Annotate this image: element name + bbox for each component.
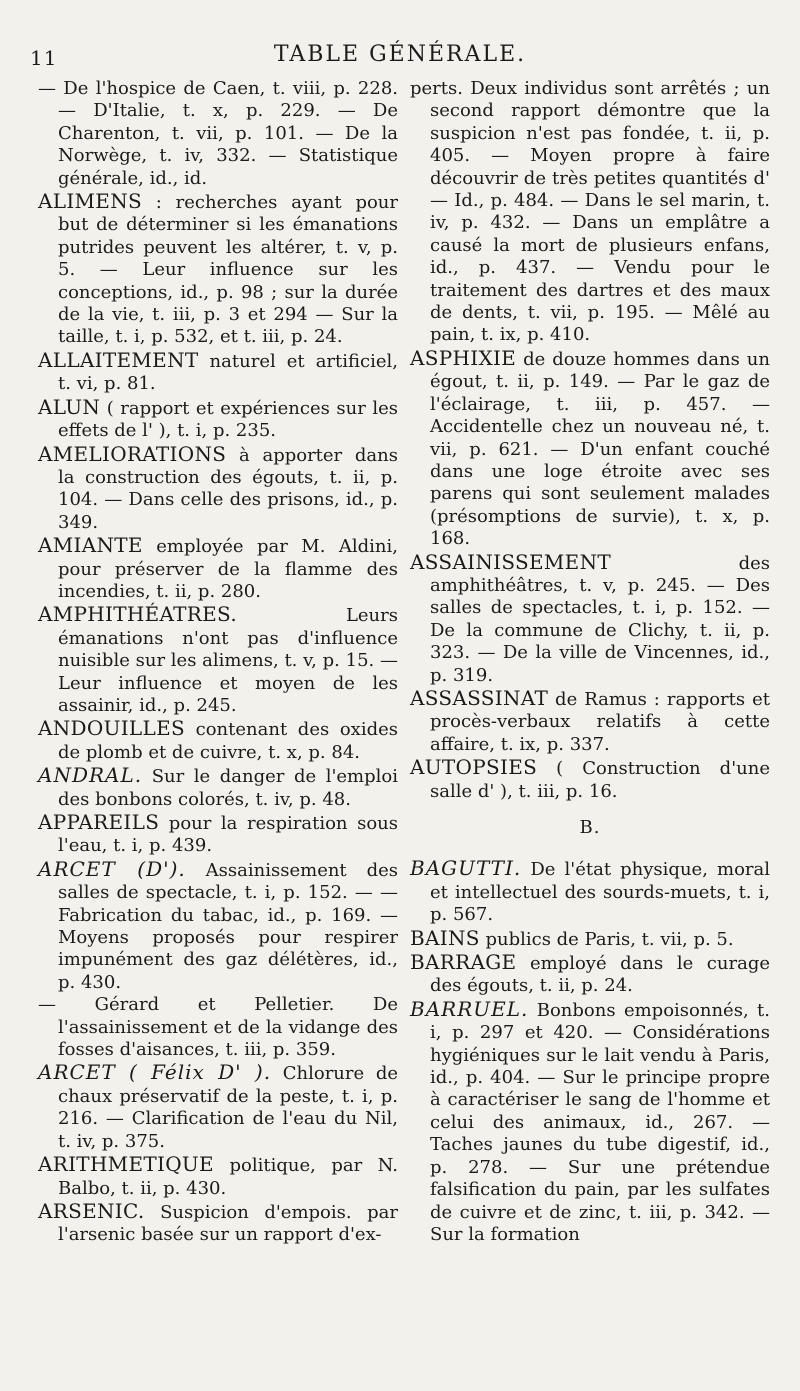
- entry-headword: ALUN: [38, 394, 101, 419]
- entry-text: — De l'hospice de Caen, t. viii, p. 228. — D'Italie, t. x, p. 229. — De Charenton, t. vii, p. 101. — De la Norwège, t. iv, 332. — Statistique générale, id., id.: [38, 78, 398, 189]
- entry-headword: ASSAINISSEMENT: [410, 549, 612, 574]
- index-entry: [410, 998, 770, 1246]
- entry-text: pour la respiration sous l'eau, t. i, p. 439.: [58, 813, 398, 857]
- entry-text: ( Construction d'une salle d' ), t. iii, p. 16.: [430, 758, 770, 802]
- entry-headword: AUTOPSIES: [410, 755, 538, 780]
- index-entry: [38, 717, 398, 764]
- right-column-entries-a: [410, 78, 770, 803]
- index-entry: [38, 78, 398, 190]
- entry-headword: ARCET ( Félix D' ).: [38, 1060, 272, 1085]
- entry-headword: ARITHMETIQUE: [38, 1152, 214, 1177]
- entry-text: de Ramus : rapports et procès-verbaux relatifs à cette affaire, t. ix, p. 337.: [430, 688, 770, 755]
- section-letter: B.: [579, 817, 601, 838]
- entry-text: à apporter dans la construction des égouts, t. ii, p. 104. — Dans celle des prisons, id., p. 349.: [58, 444, 398, 533]
- entry-text: employé dans le curage des égouts, t. ii, p. 24.: [430, 953, 770, 997]
- right-column-entries-b: [410, 857, 770, 1246]
- page-header: [0, 42, 800, 72]
- entry-headword: AMPHITHÉATRES.: [38, 602, 237, 627]
- entry-text: employée par M. Aldini, pour préserver de la flamme des incendies, t. ii, p. 280.: [58, 536, 398, 602]
- index-entry: [38, 443, 398, 535]
- entry-text: Bonbons empoisonnés, t. i, p. 297 et 420. — Considérations hygiéniques sur le lait vendu à Paris, id., p. 404. — Sur le principe propre à caractériser le sang de l'homme et celui des animaux, id., 267. — Taches jaunes du tube digestif, id., p. 278. — Sur une prétendue falsification du pain, par les sulfates de cuivre et de zinc, t. iii, p. 342. — Sur la formation: [430, 999, 770, 1245]
- index-entry: [410, 927, 770, 951]
- index-entry: [410, 756, 770, 803]
- entry-headword: ANDOUILLES: [38, 716, 185, 741]
- entry-text: De l'état physique, moral et intellectuel des sourds-muets, t. i, p. 567.: [430, 859, 770, 926]
- entry-text: — Gérard et Pelletier. De l'assainissement et de la vidange des fosses d'aisances, t. iii, p. 359.: [38, 994, 398, 1061]
- entry-headword: ASSASSINAT: [410, 685, 549, 710]
- entry-headword: ALIMENS: [38, 189, 143, 214]
- entry-headword: AMELIORATIONS: [38, 441, 227, 466]
- entry-headword: ALLAITEMENT: [38, 347, 199, 372]
- entry-headword: ARSENIC.: [38, 1198, 145, 1223]
- index-entry: [38, 349, 398, 396]
- entry-headword: ASPHIXIE: [410, 345, 517, 370]
- index-entry: [38, 1153, 398, 1200]
- entry-headword: BAGUTTI.: [410, 856, 522, 881]
- left-column: [38, 78, 398, 1247]
- entry-text: Chlorure de chaux préservatif de la peste, t. i, p. 216. — Clarification de l'eau du Nil, t. iv, p. 375.: [58, 1063, 398, 1152]
- right-column: [410, 78, 770, 1246]
- index-entry: [410, 78, 770, 347]
- index-entry: [38, 811, 398, 858]
- entry-text: politique, par N. Balbo, t. ii, p. 430.: [58, 1155, 398, 1199]
- index-entry: [38, 764, 398, 811]
- entry-text: naturel et artificiel, t. vi, p. 81.: [58, 350, 398, 395]
- entry-headword: BAINS: [410, 925, 480, 950]
- index-entry: [410, 951, 770, 998]
- entry-headword: AMIANTE: [38, 533, 143, 558]
- entry-text: des amphithéâtres, t. v, p. 245. — Des salles de spectacles, t. i, p. 152. — De la commune de Clichy, t. ii, p. 323. — De la ville de Vincennes, id., p. 319.: [430, 552, 770, 686]
- index-entry: [38, 190, 398, 349]
- entry-headword: ANDRAL.: [38, 763, 143, 788]
- index-entry: [38, 534, 398, 603]
- entry-headword: BARRAGE: [410, 950, 517, 975]
- entry-text: : recherches ayant pour but de déterminer si les émanations putrides peuvent les altérer, t. v, p. 5. — Leur influence sur les conceptions, id., p. 98 ; sur la durée de la vie, t. iii, p. 3 et 294 — Sur la taille, t. i, p. 532, et t. iii, p. 24.: [58, 192, 398, 348]
- entry-text: ( rapport et expériences sur les effets de l' ), t. i, p. 235.: [58, 397, 398, 442]
- index-entry: [38, 396, 398, 443]
- index-entry: [410, 347, 770, 551]
- entry-text: perts. Deux individus sont arrêtés ; un second rapport démontre que la suspicion n'est pas fondée, t. ii, p. 405. — Moyen propre à faire découvrir de très petites quantités d' — Id., p. 484. — Dans le sel marin, t. iv, p. 432. — Dans un emplâtre a causé la mort de plusieurs enfans, id., p. 437. — Vendu pour le traitement des dartres et des maux de dents, t. vii, p. 195. — Mêlé au pain, t. ix, p. 410.: [410, 78, 770, 346]
- index-entry: [410, 857, 770, 926]
- entry-headword: ARCET (D').: [38, 856, 186, 881]
- index-entry: [410, 687, 770, 756]
- index-entry: [38, 603, 398, 717]
- index-entry: [410, 551, 770, 687]
- entry-text: Leurs émanations n'ont pas d'influence nuisible sur les alimens, t. v, p. 15. — Leur influence et moyen de les assainir, id., p. 245.: [58, 605, 398, 716]
- entry-text: Suspicion d'empois. par l'arsenic basée sur un rapport d'ex-: [58, 1201, 398, 1246]
- index-entry: [38, 994, 398, 1061]
- index-entry: [38, 1061, 398, 1153]
- entry-headword: APPAREILS: [38, 810, 160, 834]
- index-entry: [38, 858, 398, 994]
- entry-text: de douze hommes dans un égout, t. ii, p. 149. — Par le gaz de l'éclairage, t. iii, p. 457. — Accidentelle chez un nouveau né, t. vii, p. 621. — D'un enfant couché dans une loge étroite avec ses parens qui sont seulement malades (présomptions de survie), t. x, p. 168.: [430, 348, 770, 550]
- page-number: 11: [30, 46, 58, 70]
- entry-text: contenant des oxides de plomb et de cuivre, t. x, p. 84.: [58, 719, 398, 763]
- entry-text: Sur le danger de l'emploi des bonbons colorés, t. iv, p. 48.: [58, 766, 398, 810]
- index-entry: [38, 1200, 398, 1247]
- entry-headword: BARRUEL.: [410, 996, 529, 1021]
- entry-text: Assainissement des salles de spectacle, t. i, p. 152. — — Fabrication du tabac, id., p. 169. — Moyens proposés pour respirer impunément des gaz délétères, id., p. 430.: [58, 859, 398, 993]
- entry-text: publics de Paris, t. vii, p. 5.: [479, 928, 734, 950]
- running-title: TABLE GÉNÉRALE.: [273, 42, 527, 67]
